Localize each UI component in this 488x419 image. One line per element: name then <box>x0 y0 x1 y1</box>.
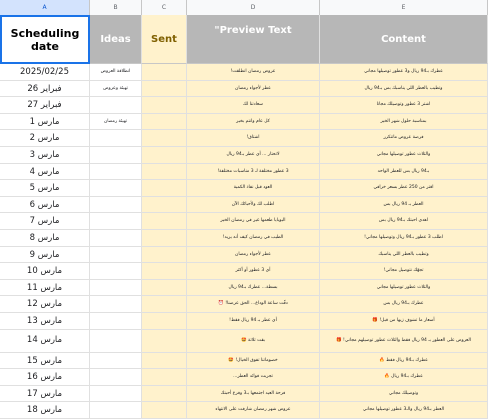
date-cell[interactable]: مارس 13 <box>0 313 90 330</box>
preview-text-cell[interactable]: أي 3 عطور أو أكثر <box>187 263 320 280</box>
sent-cell[interactable] <box>142 386 187 403</box>
sent-cell[interactable] <box>142 369 187 386</box>
preview-text-cell[interactable]: اطلب لك ولأحبائك الآن <box>187 197 320 214</box>
preview-text-cell[interactable]: لاتحتار ... أي عطر بـ94 ريال <box>187 147 320 164</box>
table-row <box>0 247 488 264</box>
ideas-cell[interactable] <box>90 296 142 313</box>
content-cell[interactable]: عطرك بـ94 ريال بس <box>320 296 488 313</box>
preview-text-cell[interactable]: بسطة... عطرك بـ94 ريال <box>187 280 320 297</box>
date-cell[interactable]: مارس 14 <box>0 330 90 353</box>
content-cell[interactable]: وتطيب بالعطر اللي يناسبك بس بـ94 ريال <box>320 81 488 98</box>
date-cell[interactable]: فبراير 27 <box>0 97 90 114</box>
sent-cell[interactable] <box>142 296 187 313</box>
content-cell[interactable]: تجهّك نتوصيل مجاني! <box>320 263 488 280</box>
preview-text-cell[interactable]: العود قبل نفاذ الكمية <box>187 180 320 197</box>
ideas-cell[interactable] <box>90 130 142 147</box>
table-row <box>0 369 488 386</box>
sent-cell[interactable] <box>142 263 187 280</box>
content-cell[interactable]: اهدي احبتك بـ94 ريال بس <box>320 213 488 230</box>
date-cell[interactable]: مارس 18 <box>0 402 90 419</box>
sent-cell[interactable] <box>142 197 187 214</box>
table-row <box>0 64 488 81</box>
preview-text-cell[interactable]: عروض شهر رمضان شارفت على الانتهاء <box>187 402 320 419</box>
date-cell[interactable]: مارس 4 <box>0 164 90 181</box>
ideas-cell[interactable] <box>90 402 142 419</box>
preview-text-cell[interactable]: تجربت فوائد العطر... <box>187 369 320 386</box>
preview-text-cell[interactable]: عطر لأجواء رمضان <box>187 247 320 264</box>
column-letter-bar <box>0 0 488 16</box>
table-row <box>0 386 488 403</box>
content-cell[interactable]: عطرك بـ94 ريال 🔥 <box>320 369 488 386</box>
table-row <box>0 164 488 181</box>
table-row <box>0 180 488 197</box>
sent-cell[interactable] <box>142 130 187 147</box>
table-row <box>0 147 488 164</box>
date-cell[interactable]: فبراير 26 <box>0 81 90 98</box>
ideas-cell[interactable] <box>90 197 142 214</box>
preview-text-cell[interactable]: فرحة العيد اجتمعها بـ3 وفرع أحبتك <box>187 386 320 403</box>
table-row <box>0 280 488 297</box>
table-row <box>0 97 488 114</box>
preview-text-cell[interactable]: اليوبايا طعمها غير في رمضان الخير <box>187 213 320 230</box>
sent-cell[interactable] <box>142 97 187 114</box>
table-row <box>0 402 488 419</box>
preview-text-cell[interactable]: بقت ثلاثة 🤩 <box>187 330 320 353</box>
content-cell[interactable]: عطرك بـ94 ريال و3 عطور توصيلها مجاني <box>320 64 488 81</box>
header-preview-text-label: "Preview Text <box>214 25 292 36</box>
header-sent-label: Sent <box>151 33 177 45</box>
date-cell[interactable]: مارس 17 <box>0 386 90 403</box>
preview-text-cell[interactable]: الطيب في رمضان كيف أنه يزيد! <box>187 230 320 247</box>
date-cell[interactable]: مارس 9 <box>0 247 90 264</box>
column-letter-c[interactable]: C <box>142 0 187 15</box>
content-cell[interactable]: العطر بـ 94 ريال بس <box>320 197 488 214</box>
date-cell[interactable]: مارس 16 <box>0 369 90 386</box>
sent-cell[interactable] <box>142 330 187 353</box>
table-row <box>0 296 488 313</box>
content-cell[interactable]: وتوصيلك مجاني <box>320 386 488 403</box>
preview-text-cell[interactable]: دقّت ساعة الوداع... الحق عرضنا! ⏰ <box>187 296 320 313</box>
column-letter-a[interactable]: A <box>0 0 90 15</box>
date-cell[interactable]: مارس 11 <box>0 280 90 297</box>
date-cell[interactable]: مارس 7 <box>0 213 90 230</box>
column-letter-e[interactable]: E <box>320 0 488 15</box>
date-cell[interactable]: مارس 2 <box>0 130 90 147</box>
sent-cell[interactable] <box>142 81 187 98</box>
sent-cell[interactable] <box>142 353 187 370</box>
ideas-cell[interactable] <box>90 280 142 297</box>
ideas-cell[interactable]: تهيئة وعروض <box>90 81 142 98</box>
preview-text-cell[interactable]: 3 عطور مختلفة لـ 3 مناسبات مختلفة! <box>187 164 320 181</box>
ideas-cell[interactable]: تهيئة رمضان <box>90 114 142 131</box>
sent-cell[interactable] <box>142 247 187 264</box>
sent-cell[interactable] <box>142 64 187 81</box>
sent-cell[interactable] <box>142 213 187 230</box>
content-cell[interactable]: اطلب 3 عطور بـ94 ريال وتوصيلها مجاني! <box>320 230 488 247</box>
sent-cell[interactable] <box>142 164 187 181</box>
preview-text-cell[interactable]: خصوماتنا تفوق الخيال! 🤩 <box>187 353 320 370</box>
column-letter-b[interactable]: B <box>90 0 142 15</box>
sent-cell[interactable] <box>142 402 187 419</box>
column-letter-d[interactable]: D <box>187 0 320 15</box>
table-row <box>0 330 488 353</box>
header-content-label: Content <box>381 33 426 45</box>
sent-cell[interactable] <box>142 147 187 164</box>
ideas-cell[interactable] <box>90 353 142 370</box>
table-row <box>0 230 488 247</box>
content-cell[interactable]: عطرك بـ94 ريال فقط 🔥 <box>320 353 488 370</box>
ideas-cell[interactable] <box>90 164 142 181</box>
sent-cell[interactable] <box>142 230 187 247</box>
header-cell-sent[interactable] <box>142 15 187 64</box>
table-row <box>0 114 488 131</box>
preview-text-cell[interactable]: اشتاق! <box>187 130 320 147</box>
date-cell[interactable]: مارس 12 <box>0 296 90 313</box>
table-row <box>0 130 488 147</box>
header-cell-preview-text[interactable] <box>187 15 320 64</box>
ideas-cell[interactable] <box>90 313 142 330</box>
content-cell[interactable]: والثلاث عطور توصيلها مجاني <box>320 280 488 297</box>
content-cell[interactable]: اقتر من 250 عطر بسعر خرافي <box>320 180 488 197</box>
header-cell-ideas[interactable] <box>90 15 142 64</box>
ideas-cell[interactable] <box>90 386 142 403</box>
content-cell[interactable]: اشتر 3 عطور وتوصيلك مجانا <box>320 97 488 114</box>
ideas-cell[interactable] <box>90 263 142 280</box>
date-cell[interactable]: مارس 10 <box>0 263 90 280</box>
sent-cell[interactable] <box>142 313 187 330</box>
date-cell[interactable]: 2025/02/25 <box>0 64 90 81</box>
header-ideas-label: Ideas <box>100 33 131 45</box>
table-row <box>0 353 488 370</box>
sent-cell[interactable] <box>142 280 187 297</box>
sent-cell[interactable] <box>142 114 187 131</box>
header-scheduling-date-label: Scheduling date <box>10 26 80 53</box>
ideas-cell[interactable] <box>90 247 142 264</box>
content-cell[interactable]: والثلاث عطور توصيلها مجاني <box>320 147 488 164</box>
date-cell[interactable]: مارس 8 <box>0 230 90 247</box>
ideas-cell[interactable] <box>90 369 142 386</box>
ideas-cell[interactable] <box>90 330 142 353</box>
date-cell[interactable]: مارس 1 <box>0 114 90 131</box>
content-cell[interactable]: أسعار ما تشوف زيها من قبل! 🎁 <box>320 313 488 330</box>
preview-text-cell[interactable]: كل عام وانتم بخير <box>187 114 320 131</box>
ideas-cell[interactable] <box>90 230 142 247</box>
preview-text-cell[interactable]: أي عطر بـ 94 ريال فقط! <box>187 313 320 330</box>
table-row <box>0 263 488 280</box>
sent-cell[interactable] <box>142 180 187 197</box>
date-cell[interactable]: مارس 6 <box>0 197 90 214</box>
date-cell[interactable]: مارس 5 <box>0 180 90 197</box>
ideas-cell[interactable] <box>90 213 142 230</box>
ideas-cell[interactable] <box>90 180 142 197</box>
table-row <box>0 313 488 330</box>
date-cell[interactable]: مارس 3 <box>0 147 90 164</box>
table-row <box>0 197 488 214</box>
date-cell[interactable]: مارس 15 <box>0 353 90 370</box>
header-cell-content[interactable] <box>320 15 488 64</box>
content-cell[interactable]: العروض على العطور بـ 94 ريال فقط والثلاث عطور توصيلهم مجاني! 🎁 <box>320 330 488 353</box>
content-cell[interactable]: وتطيب بالعطر اللي يناسبك <box>320 247 488 264</box>
content-cell[interactable]: العطر بـ94 ريال والـ3 عطور توصيلها مجاني <box>320 402 488 419</box>
content-cell[interactable]: بـ94 ريال بس للعطر الواحد <box>320 164 488 181</box>
preview-text-cell[interactable]: عروض رمضان انطلقت! <box>187 64 320 81</box>
table-row <box>0 81 488 98</box>
preview-text-cell[interactable]: عطر لأجواء رمضان <box>187 81 320 98</box>
ideas-cell[interactable] <box>90 97 142 114</box>
table-row <box>0 213 488 230</box>
ideas-cell[interactable] <box>90 147 142 164</box>
content-cell[interactable]: فرصة عروض ماتتكرر <box>320 130 488 147</box>
ideas-cell[interactable]: انطلاقة العروض <box>90 64 142 81</box>
header-cell-scheduling-date[interactable] <box>0 15 90 64</box>
content-cell[interactable]: بمناسبة حلول شهر الخير <box>320 114 488 131</box>
preview-text-cell[interactable]: سعادتنا لك <box>187 97 320 114</box>
